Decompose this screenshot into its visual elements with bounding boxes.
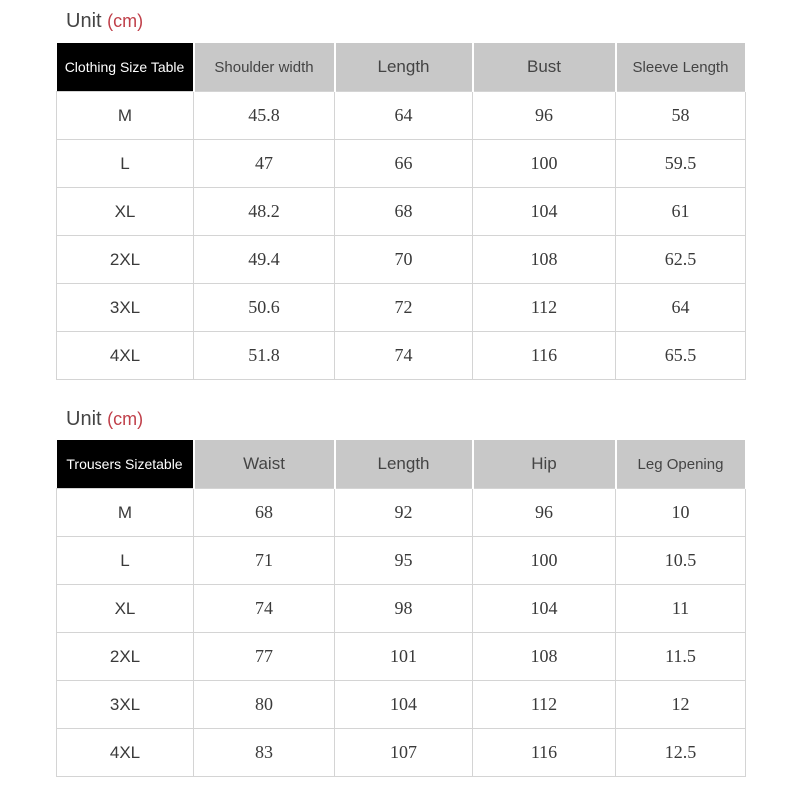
size-cell: L	[57, 140, 194, 188]
value-cell: 100	[473, 140, 616, 188]
clothing-unit-label	[66, 10, 143, 33]
table-row	[57, 633, 746, 681]
value-cell: 104	[473, 188, 616, 236]
unit-text: Unit	[66, 10, 102, 32]
value-cell: 64	[616, 284, 746, 332]
table-title-cell: Trousers Sizetable	[57, 440, 194, 489]
size-cell: 4XL	[57, 332, 194, 380]
size-cell: L	[57, 537, 194, 585]
value-cell: 11.5	[616, 633, 746, 681]
value-cell: 10	[616, 489, 746, 537]
clothing-size-table	[56, 43, 747, 380]
table-row	[57, 284, 746, 332]
table-header-row	[57, 440, 746, 489]
value-cell: 62.5	[616, 236, 746, 284]
value-cell: 112	[473, 681, 616, 729]
value-cell: 108	[473, 633, 616, 681]
table-row	[57, 236, 746, 284]
column-header: Leg Opening	[616, 440, 746, 489]
value-cell: 98	[335, 585, 473, 633]
column-header: Shoulder width	[194, 43, 335, 92]
value-cell: 65.5	[616, 332, 746, 380]
value-cell: 50.6	[194, 284, 335, 332]
table-row	[57, 681, 746, 729]
table-row	[57, 140, 746, 188]
value-cell: 101	[335, 633, 473, 681]
value-cell: 92	[335, 489, 473, 537]
value-cell: 107	[335, 729, 473, 777]
trousers-unit-label	[66, 408, 143, 431]
value-cell: 80	[194, 681, 335, 729]
unit-value: (cm)	[107, 11, 144, 31]
size-cell: 2XL	[57, 633, 194, 681]
value-cell: 49.4	[194, 236, 335, 284]
value-cell: 11	[616, 585, 746, 633]
size-cell: M	[57, 489, 194, 537]
column-header: Length	[335, 440, 473, 489]
value-cell: 72	[335, 284, 473, 332]
value-cell: 48.2	[194, 188, 335, 236]
size-cell: XL	[57, 585, 194, 633]
value-cell: 61	[616, 188, 746, 236]
table-row	[57, 92, 746, 140]
value-cell: 96	[473, 489, 616, 537]
value-cell: 45.8	[194, 92, 335, 140]
column-header: Waist	[194, 440, 335, 489]
trousers-size-table	[56, 440, 747, 777]
size-cell: M	[57, 92, 194, 140]
size-cell: XL	[57, 188, 194, 236]
column-header: Sleeve Length	[616, 43, 746, 92]
column-header: Hip	[473, 440, 616, 489]
value-cell: 66	[335, 140, 473, 188]
value-cell: 116	[473, 332, 616, 380]
table-header-row	[57, 43, 746, 92]
value-cell: 58	[616, 92, 746, 140]
value-cell: 104	[473, 585, 616, 633]
value-cell: 71	[194, 537, 335, 585]
value-cell: 64	[335, 92, 473, 140]
value-cell: 77	[194, 633, 335, 681]
size-cell: 3XL	[57, 284, 194, 332]
table-row	[57, 729, 746, 777]
value-cell: 59.5	[616, 140, 746, 188]
size-cell: 3XL	[57, 681, 194, 729]
value-cell: 12.5	[616, 729, 746, 777]
table-row	[57, 489, 746, 537]
value-cell: 104	[335, 681, 473, 729]
value-cell: 68	[194, 489, 335, 537]
value-cell: 100	[473, 537, 616, 585]
value-cell: 116	[473, 729, 616, 777]
value-cell: 10.5	[616, 537, 746, 585]
value-cell: 47	[194, 140, 335, 188]
column-header: Length	[335, 43, 473, 92]
size-cell: 2XL	[57, 236, 194, 284]
value-cell: 74	[335, 332, 473, 380]
table-row	[57, 537, 746, 585]
table-row	[57, 332, 746, 380]
value-cell: 51.8	[194, 332, 335, 380]
value-cell: 12	[616, 681, 746, 729]
unit-text: Unit	[66, 408, 102, 430]
unit-value: (cm)	[107, 409, 144, 429]
value-cell: 96	[473, 92, 616, 140]
value-cell: 112	[473, 284, 616, 332]
table-title-cell: Clothing Size Table	[57, 43, 194, 92]
value-cell: 74	[194, 585, 335, 633]
column-header: Bust	[473, 43, 616, 92]
value-cell: 108	[473, 236, 616, 284]
size-cell: 4XL	[57, 729, 194, 777]
value-cell: 83	[194, 729, 335, 777]
value-cell: 68	[335, 188, 473, 236]
table-row	[57, 585, 746, 633]
value-cell: 95	[335, 537, 473, 585]
table-row	[57, 188, 746, 236]
value-cell: 70	[335, 236, 473, 284]
